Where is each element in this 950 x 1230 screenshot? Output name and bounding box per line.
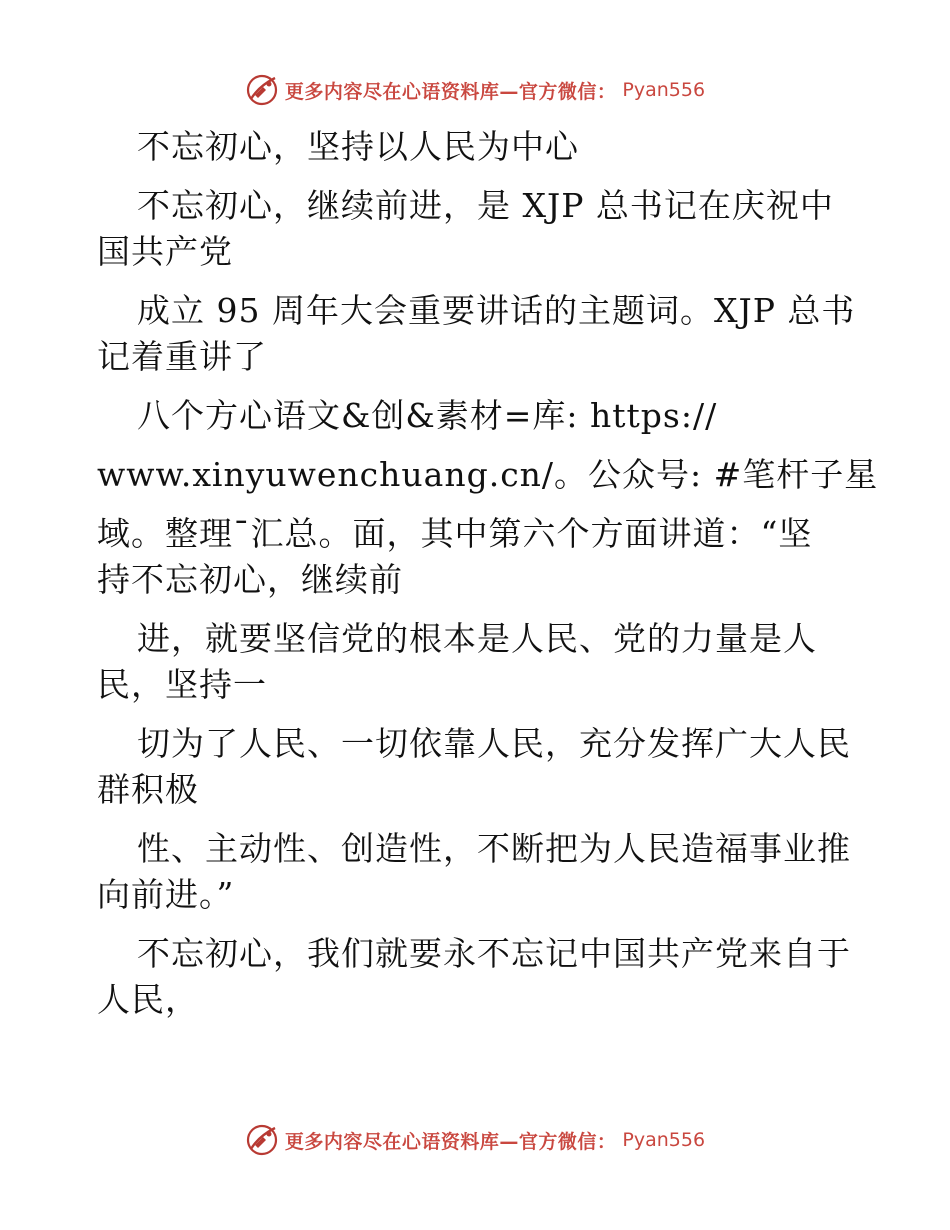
text-line: 持不忘初心，继续前	[97, 560, 403, 599]
text-line: 人民，	[97, 980, 199, 1019]
text-line: 不忘初心，坚持以人民为中心	[137, 127, 579, 166]
header-wechat-id: Pyan556	[622, 79, 706, 101]
text-line: 群积极	[97, 770, 199, 809]
text-line: 国共产党	[97, 232, 233, 271]
pen-circle-logo-icon	[245, 73, 279, 107]
text-line: 八个方心语文&创&素材=库: https://	[137, 396, 718, 435]
text-line: 域。整理¯汇总。面，其中第六个方面讲道：“坚	[97, 514, 813, 553]
text-line: 进，就要坚信党的根本是人民、党的力量是人	[137, 619, 817, 658]
footer-wechat-id: Pyan556	[622, 1129, 706, 1151]
text-line: 性、主动性、创造性，不断把为人民造福事业推	[137, 829, 851, 868]
text-line: 向前进。”	[97, 875, 235, 914]
text-line: 记着重讲了	[97, 337, 267, 376]
pen-circle-logo-icon	[245, 1123, 279, 1157]
footer-text: 更多内容尽在心语资料库—官方微信：	[284, 1130, 617, 1153]
header-banner	[0, 72, 950, 108]
text-line: 切为了人民、一切依靠人民，充分发挥广大人民	[137, 724, 851, 763]
text-line: 民，坚持一	[97, 665, 267, 704]
header-text: 更多内容尽在心语资料库—官方微信：	[284, 80, 617, 103]
footer-banner	[0, 1122, 950, 1158]
text-line: 不忘初心，继续前进，是 XJP 总书记在庆祝中	[137, 186, 834, 225]
text-line: 不忘初心，我们就要永不忘记中国共产党来自于	[137, 934, 851, 973]
text-line: 成立 95 周年大会重要讲话的主题词。XJP 总书	[137, 291, 856, 330]
body-text	[97, 124, 879, 1023]
text-line: www.xinyuwenchuang.cn/。公众号: #笔杆子星	[97, 455, 879, 494]
